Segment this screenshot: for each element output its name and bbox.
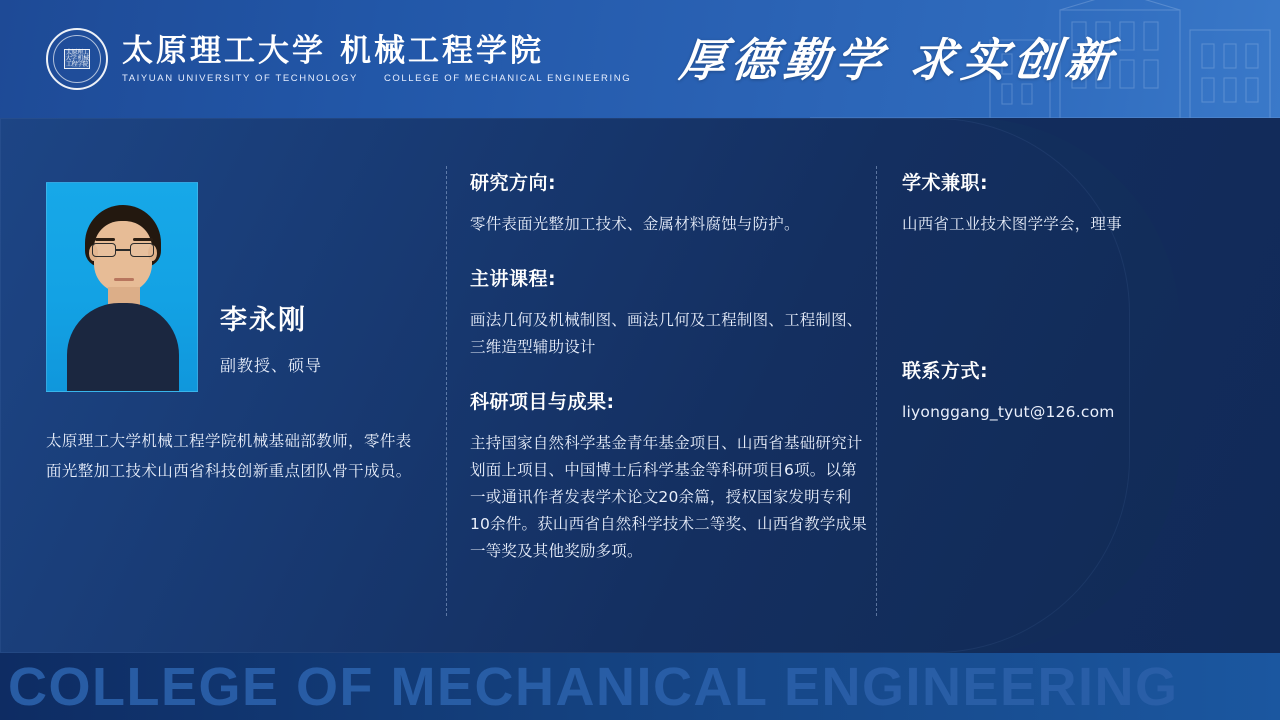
college-name-cn: 机械工程学院 — [340, 32, 544, 69]
section-heading: 研究方向: — [470, 172, 557, 194]
person-title: 副教授、硕导 — [220, 356, 323, 375]
section-heading: 学术兼职: — [902, 172, 989, 194]
section-body: 画法几何及机械制图、画法几何及工程制图、工程制图、三维造型辅助设计 — [470, 311, 863, 356]
column-divider-left — [446, 166, 447, 616]
section-courses — [470, 264, 870, 361]
profile-column — [46, 182, 436, 486]
header-title-cn — [122, 34, 631, 68]
content-area — [0, 118, 1280, 653]
section-academic-appointments — [902, 168, 1232, 238]
person-bio: 太原理工大学机械工程学院机械基础部教师，零件表面光整加工技术山西省科技创新重点团队骨干成员。 — [46, 432, 412, 480]
middle-column — [470, 168, 870, 565]
profile-header-row — [46, 182, 436, 392]
section-contact — [902, 356, 1232, 426]
header-banner — [0, 0, 1280, 118]
university-seal-icon — [46, 28, 108, 90]
section-heading: 联系方式: — [902, 360, 989, 382]
header-title-en — [122, 73, 631, 84]
section-body: 主持国家自然科学基金青年基金项目、山西省基础研究计划面上项目、中国博士后科学基金等科研项目6项。以第一或通讯作者发表学术论文20余篇，授权国家发明专利10余件。获山西省自然科学技术二等奖、山西省教学成果一等奖及其他奖励多项。 — [470, 434, 867, 560]
glasses-icon — [92, 243, 154, 258]
header-titles — [122, 34, 631, 84]
footer-title: COLLEGE OF MECHANICAL ENGINEERING — [8, 656, 1179, 717]
column-divider-right — [876, 166, 877, 616]
university-name-en: TAIYUAN UNIVERSITY OF TECHNOLOGY — [122, 73, 358, 85]
portrait-photo — [46, 182, 198, 392]
section-heading: 科研项目与成果: — [470, 391, 615, 413]
name-block — [220, 298, 322, 392]
right-column — [902, 168, 1232, 426]
section-body: 山西省工业技术图学学会，理事 — [902, 215, 1122, 233]
contact-email[interactable]: liyonggang_tyut@126.com — [902, 403, 1115, 421]
section-projects-achievements — [470, 387, 870, 565]
calligraphy-motto: 厚德勤学 求实创新 — [676, 33, 1121, 87]
person-name: 李永刚 — [220, 305, 307, 336]
college-name-en: COLLEGE OF MECHANICAL ENGINEERING — [383, 73, 632, 85]
seal-inner-text: 太原理工大学 机械工程学院 — [65, 49, 89, 69]
footer-banner — [0, 653, 1280, 720]
university-name-cn: 太原理工大学 — [122, 32, 326, 69]
section-research-direction — [470, 168, 870, 238]
section-heading: 主讲课程: — [470, 268, 557, 290]
section-body: 零件表面光整加工技术、金属材料腐蚀与防护。 — [470, 215, 800, 233]
